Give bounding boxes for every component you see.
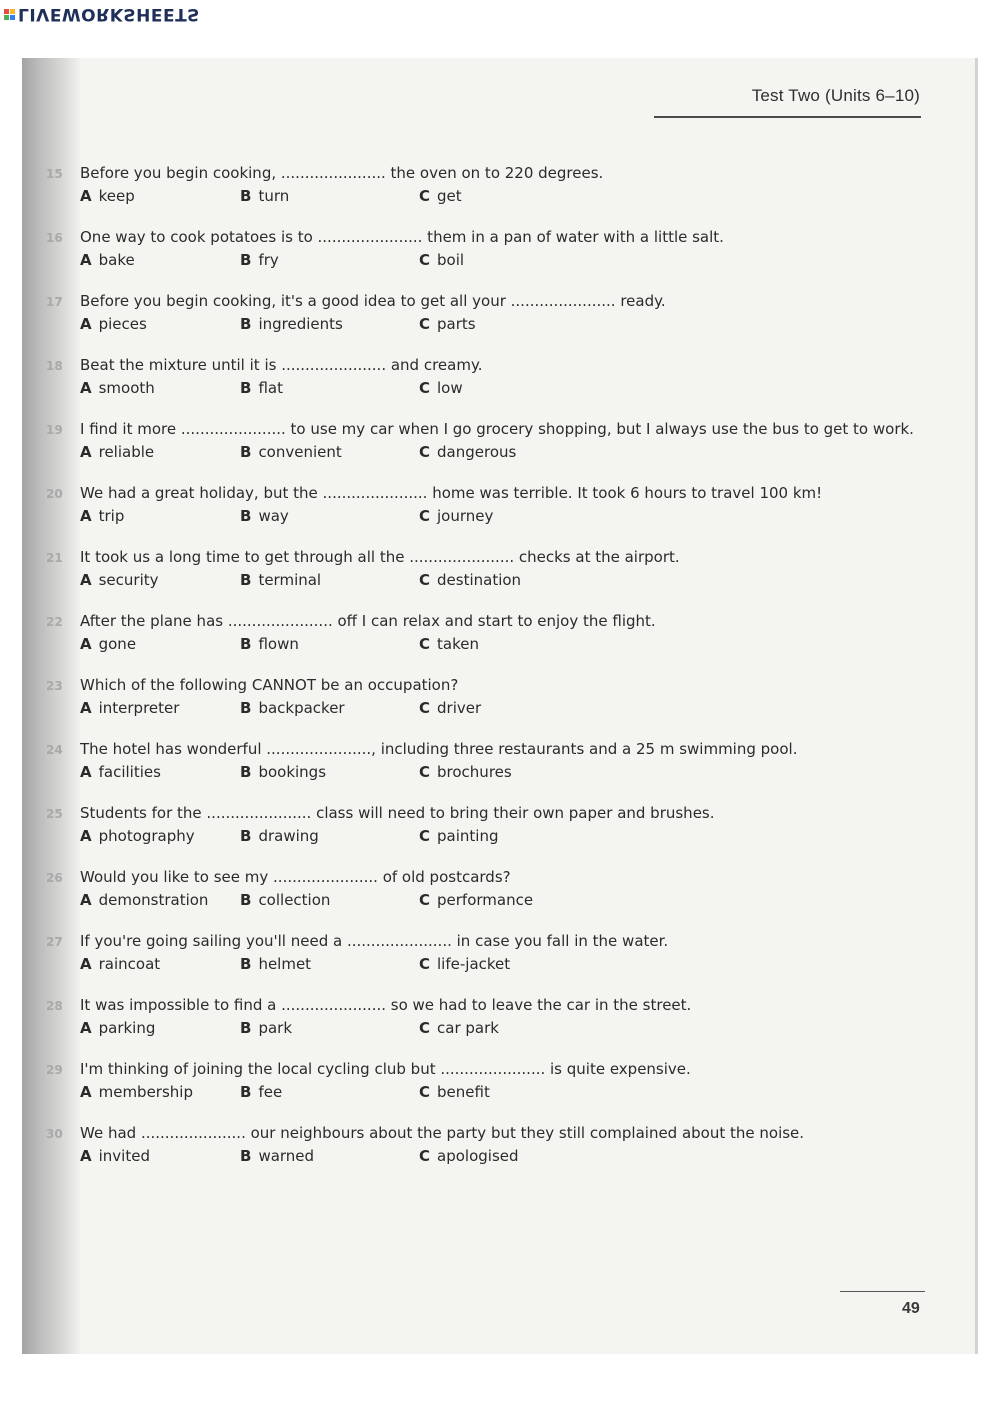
option-letter: A (80, 507, 92, 525)
option-c[interactable] (419, 379, 463, 397)
question-item (22, 1124, 922, 1172)
option-letter: C (419, 763, 431, 781)
page-number: 49 (902, 1300, 920, 1317)
question-number: 29 (46, 1063, 63, 1077)
question-stem: I find it more ...................... to use my car when I go grocery shopping, but I always use the bus to get to work. (80, 420, 914, 438)
option-text: get (437, 187, 462, 205)
option-text: helmet (258, 955, 312, 973)
option-text: interpreter (98, 699, 180, 717)
question-stem: If you're going sailing you'll need a ...................... in case you fall in the water. (80, 932, 669, 950)
question-stem: Would you like to see my ...................... of old postcards? (80, 868, 511, 886)
option-letter: C (419, 1147, 431, 1165)
option-letter: C (419, 443, 431, 461)
option-letter: B (240, 443, 252, 461)
option-c[interactable] (419, 251, 464, 269)
option-a[interactable] (80, 315, 147, 333)
question-number: 27 (46, 935, 63, 949)
option-a[interactable] (80, 443, 154, 461)
question-item (22, 740, 922, 788)
option-letter: C (419, 1019, 431, 1037)
option-letter: B (240, 1147, 252, 1165)
question-number: 28 (46, 999, 63, 1013)
option-b[interactable] (240, 187, 289, 205)
option-text: benefit (437, 1083, 490, 1101)
option-text: warned (258, 1147, 315, 1165)
option-b[interactable] (240, 955, 311, 973)
option-b[interactable] (240, 443, 342, 461)
option-letter: C (419, 379, 431, 397)
footer-divider (840, 1291, 925, 1292)
question-stem: Before you begin cooking, ...................... the oven on to 220 degrees. (80, 164, 604, 182)
option-text: flat (258, 379, 283, 397)
option-text: fry (258, 251, 279, 269)
option-text: brochures (437, 763, 512, 781)
option-a[interactable] (80, 891, 208, 909)
option-letter: C (419, 1083, 431, 1101)
option-text: performance (437, 891, 534, 909)
option-b[interactable] (240, 635, 299, 653)
option-c[interactable] (419, 443, 516, 461)
option-text: car park (437, 1019, 499, 1037)
logo-squares-icon (4, 9, 15, 20)
option-b[interactable] (240, 251, 279, 269)
option-a[interactable] (80, 187, 135, 205)
option-text: ingredients (258, 315, 343, 333)
option-letter: A (80, 699, 92, 717)
option-text: keep (98, 187, 135, 205)
option-text: photography (98, 827, 195, 845)
option-a[interactable] (80, 379, 155, 397)
option-c[interactable] (419, 507, 493, 525)
question-stem: We had ...................... our neighbours about the party but they still complained about the noise. (80, 1124, 805, 1142)
question-stem: After the plane has ...................... off I can relax and start to enjoy the flight. (80, 612, 656, 630)
option-c[interactable] (419, 315, 476, 333)
logo-square-blue (10, 15, 15, 20)
option-text: destination (437, 571, 522, 589)
option-text: driver (437, 699, 482, 717)
option-text: life-jacket (437, 955, 511, 973)
option-text: low (437, 379, 463, 397)
option-c[interactable] (419, 1083, 490, 1101)
option-text: trip (98, 507, 125, 525)
option-text: parking (98, 1019, 156, 1037)
option-letter: C (419, 891, 431, 909)
option-text: apologised (437, 1147, 519, 1165)
option-a[interactable] (80, 507, 124, 525)
option-letter: B (240, 635, 252, 653)
logo-square-yellow (10, 9, 15, 14)
option-letter: A (80, 187, 92, 205)
option-letter: A (80, 443, 92, 461)
option-text: journey (437, 507, 494, 525)
option-text: smooth (98, 379, 155, 397)
question-number: 17 (46, 295, 63, 309)
option-a[interactable] (80, 763, 161, 781)
question-number: 16 (46, 231, 63, 245)
option-text: demonstration (98, 891, 209, 909)
option-letter: B (240, 1019, 252, 1037)
question-item (22, 484, 922, 532)
option-text: flown (258, 635, 299, 653)
option-text: security (98, 571, 159, 589)
option-text: painting (437, 827, 499, 845)
question-stem: I'm thinking of joining the local cycling club but ...................... is quite expensive. (80, 1060, 691, 1078)
liveworksheets-logo (4, 4, 200, 24)
question-item (22, 676, 922, 724)
option-letter: C (419, 187, 431, 205)
option-letter: A (80, 1147, 92, 1165)
question-number: 21 (46, 551, 63, 565)
question-number: 30 (46, 1127, 63, 1141)
option-text: bookings (258, 763, 327, 781)
option-text: taken (437, 635, 479, 653)
question-stem: Students for the ...................... class will need to bring their own paper and brushes. (80, 804, 715, 822)
option-letter: B (240, 379, 252, 397)
option-letter: C (419, 635, 431, 653)
question-number: 26 (46, 871, 63, 885)
option-letter: C (419, 251, 431, 269)
option-letter: B (240, 1083, 252, 1101)
option-b[interactable] (240, 315, 343, 333)
option-text: park (258, 1019, 293, 1037)
question-item (22, 612, 922, 660)
option-text: backpacker (258, 699, 345, 717)
option-c[interactable] (419, 1019, 499, 1037)
option-text: reliable (98, 443, 155, 461)
question-item (22, 292, 922, 340)
question-number: 25 (46, 807, 63, 821)
option-text: facilities (98, 763, 161, 781)
option-c[interactable] (419, 699, 481, 717)
option-a[interactable] (80, 1083, 193, 1101)
question-number: 23 (46, 679, 63, 693)
option-text: invited (98, 1147, 150, 1165)
option-c[interactable] (419, 827, 498, 845)
option-b[interactable] (240, 763, 326, 781)
option-b[interactable] (240, 891, 330, 909)
question-number: 22 (46, 615, 63, 629)
option-letter: B (240, 251, 252, 269)
option-letter: A (80, 1019, 92, 1037)
question-number: 20 (46, 487, 63, 501)
question-stem: Beat the mixture until it is ...................... and creamy. (80, 356, 483, 374)
option-letter: B (240, 507, 252, 525)
logo-square-green (4, 15, 9, 20)
option-c[interactable] (419, 763, 512, 781)
question-item (22, 420, 922, 468)
question-item (22, 996, 922, 1044)
option-letter: C (419, 315, 431, 333)
option-a[interactable] (80, 251, 135, 269)
option-text: turn (258, 187, 290, 205)
option-letter: C (419, 955, 431, 973)
question-number: 15 (46, 167, 63, 181)
option-b[interactable] (240, 507, 289, 525)
option-letter: A (80, 827, 92, 845)
option-letter: A (80, 763, 92, 781)
option-a[interactable] (80, 1019, 155, 1037)
option-text: raincoat (98, 955, 161, 973)
option-letter: C (419, 571, 431, 589)
option-text: gone (98, 635, 137, 653)
page-title: Test Two (Units 6–10) (751, 86, 920, 105)
option-a[interactable] (80, 827, 195, 845)
question-number: 19 (46, 423, 63, 437)
question-stem: The hotel has wonderful ......................, including three restaurants and a 25 m swimming pool. (80, 740, 798, 758)
option-letter: B (240, 763, 252, 781)
option-letter: A (80, 891, 92, 909)
option-b[interactable] (240, 699, 345, 717)
option-letter: A (80, 635, 92, 653)
option-letter: B (240, 827, 252, 845)
option-b[interactable] (240, 571, 321, 589)
question-stem: Before you begin cooking, it's a good idea to get all your ...................... ready. (80, 292, 666, 310)
question-item (22, 164, 922, 212)
question-stem: One way to cook potatoes is to ...................... them in a pan of water with a little salt. (80, 228, 724, 246)
option-text: terminal (258, 571, 322, 589)
option-letter: A (80, 251, 92, 269)
question-stem: It took us a long time to get through all the ...................... checks at the airport. (80, 548, 680, 566)
question-item (22, 804, 922, 852)
option-c[interactable] (419, 187, 462, 205)
option-letter: A (80, 315, 92, 333)
option-a[interactable] (80, 955, 160, 973)
option-b[interactable] (240, 1083, 282, 1101)
option-letter: C (419, 827, 431, 845)
option-letter: B (240, 955, 252, 973)
option-text: drawing (258, 827, 319, 845)
logo-text: LIVEWORKSHEETS (18, 4, 200, 24)
question-number: 18 (46, 359, 63, 373)
question-stem: We had a great holiday, but the ...................... home was terrible. It took 6 hours to travel 100 km! (80, 484, 823, 502)
question-item (22, 932, 922, 980)
option-b[interactable] (240, 379, 283, 397)
option-text: pieces (98, 315, 147, 333)
worksheet-page (22, 58, 978, 1354)
question-number: 24 (46, 743, 63, 757)
option-a[interactable] (80, 571, 159, 589)
option-text: parts (437, 315, 476, 333)
question-item (22, 356, 922, 404)
option-letter: A (80, 955, 92, 973)
option-a[interactable] (80, 1147, 150, 1165)
option-letter: A (80, 1083, 92, 1101)
option-letter: C (419, 507, 431, 525)
option-text: fee (258, 1083, 283, 1101)
question-stem: It was impossible to find a ...................... so we had to leave the car in the street. (80, 996, 692, 1014)
option-text: bake (98, 251, 135, 269)
option-text: collection (258, 891, 331, 909)
option-letter: B (240, 699, 252, 717)
option-c[interactable] (419, 1147, 519, 1165)
option-c[interactable] (419, 955, 510, 973)
header-divider (654, 116, 921, 118)
option-b[interactable] (240, 1019, 292, 1037)
option-a[interactable] (80, 635, 136, 653)
option-text: dangerous (437, 443, 517, 461)
option-text: convenient (258, 443, 342, 461)
question-stem: Which of the following CANNOT be an occupation? (80, 676, 459, 694)
option-c[interactable] (419, 571, 521, 589)
option-text: way (258, 507, 289, 525)
question-item (22, 868, 922, 916)
question-item (22, 548, 922, 596)
option-c[interactable] (419, 891, 533, 909)
option-b[interactable] (240, 827, 319, 845)
option-letter: B (240, 571, 252, 589)
option-b[interactable] (240, 1147, 314, 1165)
question-item (22, 228, 922, 276)
option-c[interactable] (419, 635, 479, 653)
question-item (22, 1060, 922, 1108)
option-letter: C (419, 699, 431, 717)
option-text: boil (437, 251, 465, 269)
logo-square-red (4, 9, 9, 14)
option-a[interactable] (80, 699, 179, 717)
option-letter: A (80, 571, 92, 589)
option-letter: B (240, 187, 252, 205)
option-letter: A (80, 379, 92, 397)
option-letter: B (240, 891, 252, 909)
option-text: membership (98, 1083, 193, 1101)
option-letter: B (240, 315, 252, 333)
page-right-edge (975, 58, 978, 1354)
